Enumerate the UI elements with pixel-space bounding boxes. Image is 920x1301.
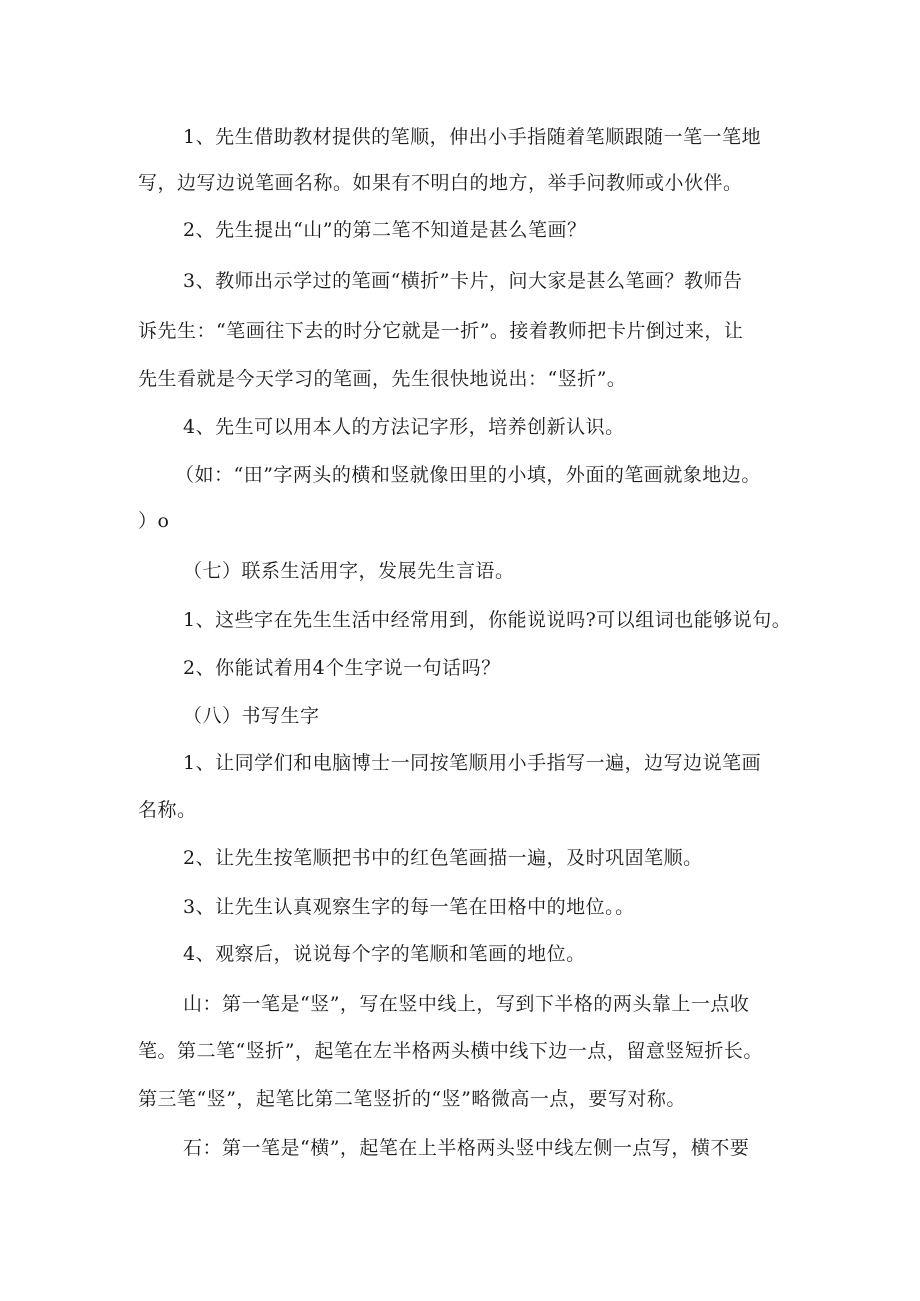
paragraph-line: 4、观察后，说说每个字的笔顺和笔画的地位。 xyxy=(183,943,586,965)
paragraph-line: ）o xyxy=(138,510,170,532)
paragraph-line: 名称。 xyxy=(138,799,197,821)
section-heading: （八）书写生字 xyxy=(183,705,320,727)
paragraph-line: 石：第一笔是“横”，起笔在上半格两头竖中线左侧一点写，横不要 xyxy=(183,1137,750,1159)
paragraph-line: 1、让同学们和电脑博士一同按笔顺用小手指写一遍，边写边说笔画 xyxy=(183,752,762,774)
paragraph-line: 2、你能试着用4个生字说一句话吗？ xyxy=(183,657,501,679)
paragraph-line: 2、先生提出“山”的第二笔不知道是甚么笔画？ xyxy=(183,219,587,241)
paragraph-line: （如：“田”字两头的横和竖就像田里的小填，外面的笔画就象地边。 xyxy=(175,464,761,486)
paragraph-line: 诉先生：“笔画往下去的时分它就是一折”。接着教师把卡片倒过来，让 xyxy=(138,320,744,342)
paragraph-line: 3、教师出示学过的笔画“横折”卡片，问大家是甚么笔画？教师告 xyxy=(183,270,743,292)
paragraph-line: 1、这些字在先生生活中经常用到，你能说说吗?可以组词也能够说句。 xyxy=(183,609,792,631)
paragraph-line: 先生看就是今天学习的笔画，先生很快地说出：“竖折”。 xyxy=(138,368,627,390)
section-heading: （七）联系生活用字，发展先生言语。 xyxy=(183,560,515,582)
paragraph-line: 3、让先生认真观察生字的每一笔在田格中的地位。。 xyxy=(183,896,635,918)
paragraph-line: 4、先生可以用本人的方法记字形，培养创新认识。 xyxy=(183,416,625,438)
paragraph-line: 第三笔“竖”，起笔比第二笔竖折的“竖”略微高一点，要写对称。 xyxy=(138,1088,686,1110)
paragraph-line: 2、让先生按笔顺把书中的红色笔画描一遍，及时巩固笔顺。 xyxy=(183,847,703,869)
paragraph-line: 写，边写边说笔画名称。如果有不明白的地方，举手问教师或小伙伴。 xyxy=(138,172,743,194)
paragraph-line: 山：第一笔是“竖”，写在竖中线上，写到下半格的两头靠上一点收 xyxy=(183,993,750,1015)
paragraph-line: 笔。第二笔“竖折”，起笔在左半格两头横中线下边一点，留意竖短折长。 xyxy=(138,1040,763,1062)
paragraph-line: 1、先生借助教材提供的笔顺，伸出小手指随着笔顺跟随一笔一笔地 xyxy=(183,126,762,148)
